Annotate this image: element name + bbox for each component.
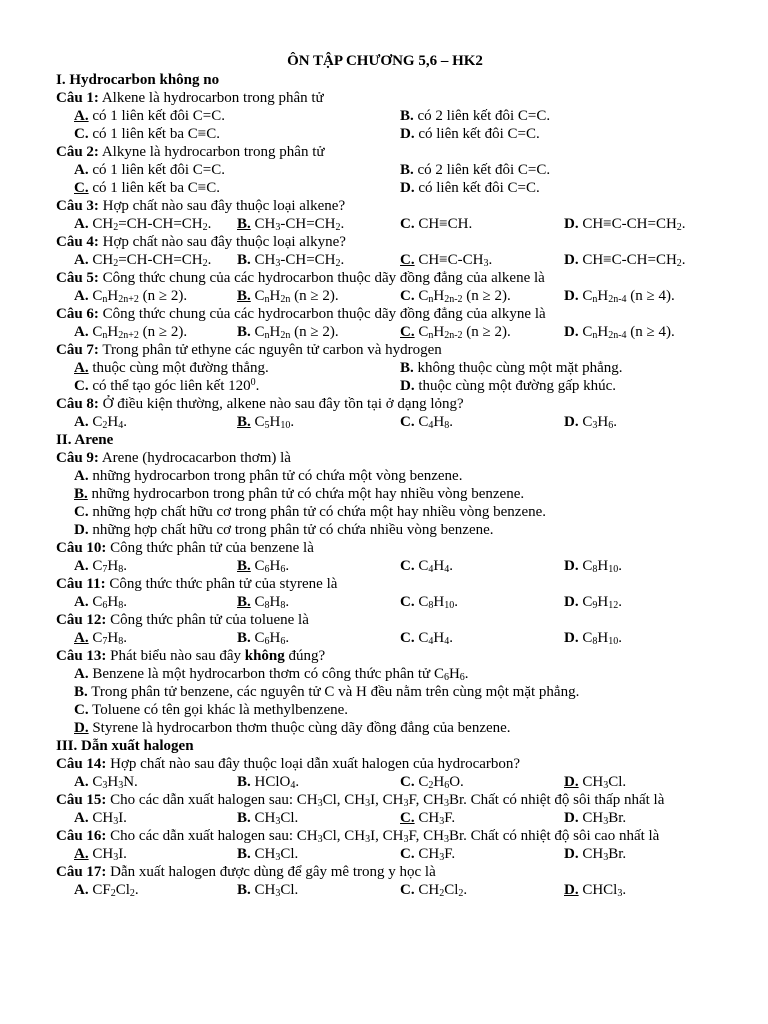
answer-option bbox=[237, 215, 344, 233]
options-line bbox=[56, 701, 714, 719]
answer-option bbox=[400, 359, 622, 377]
option-label: A. bbox=[74, 558, 89, 574]
options-line bbox=[56, 719, 714, 737]
question-text: Câu 10: Công thức phân tử của benzene là bbox=[56, 540, 314, 556]
option-text: CHCl$_3$. bbox=[578, 882, 627, 899]
option-text: có 2 liên kết đôi C=C. bbox=[413, 162, 551, 178]
option-text: $C_6H_6$. bbox=[250, 558, 290, 575]
answer-option bbox=[74, 522, 494, 538]
option-label: C. bbox=[400, 594, 415, 610]
option-text: có thể tạo góc liên kết $120^0$. bbox=[88, 377, 260, 394]
option-text: Styrene là hydrocarbon thơm thuộc cùng dãy đồng đẳng của benzene. bbox=[88, 720, 511, 736]
option-label: C. bbox=[400, 810, 415, 826]
question-text: Câu 5: Công thức chung của các hydrocarbon thuộc dãy đồng đẳng của alkene là bbox=[56, 270, 545, 286]
option-label: D. bbox=[564, 216, 579, 232]
answer-option bbox=[74, 251, 211, 269]
option-text: $C_7H_8$. bbox=[88, 630, 127, 647]
option-label: C. bbox=[74, 378, 89, 394]
option-text: Toluene có tên gọi khác là methylbenzene. bbox=[88, 702, 349, 718]
answer-option bbox=[400, 809, 455, 827]
answer-option bbox=[564, 809, 626, 827]
answer-option bbox=[400, 557, 453, 575]
question-block bbox=[56, 647, 714, 737]
answer-option bbox=[74, 468, 462, 484]
option-text: có 2 liên kết đôi C=C. bbox=[413, 108, 551, 124]
options-line bbox=[56, 521, 714, 539]
option-text: CH≡CH. bbox=[414, 216, 473, 232]
answer-option bbox=[564, 557, 622, 575]
option-text: $C_4H_8$. bbox=[414, 414, 453, 431]
options-row bbox=[56, 593, 714, 611]
option-text: $C_nH_{2n-4}$ (n ≥ 4). bbox=[578, 288, 675, 305]
option-label: B. bbox=[74, 486, 88, 502]
option-text: $C_5H_{10}$. bbox=[250, 414, 295, 431]
question-number: Câu 3: bbox=[56, 198, 99, 214]
option-text: có 1 liên kết ba C≡C. bbox=[88, 126, 220, 142]
option-text: $C_nH_{2n}$ (n ≥ 2). bbox=[250, 324, 339, 341]
answer-option bbox=[400, 881, 467, 899]
question-block bbox=[56, 611, 714, 647]
question-text: Câu 3: Hợp chất nào sau đây thuộc loại alkene? bbox=[56, 198, 346, 214]
answer-option bbox=[564, 251, 686, 269]
option-label: D. bbox=[564, 594, 579, 610]
option-label: C. bbox=[400, 882, 415, 898]
question-number: Câu 17: bbox=[56, 864, 107, 880]
option-text: có 1 liên kết ba C≡C. bbox=[88, 180, 220, 196]
answer-option bbox=[74, 287, 187, 305]
option-text: $C_nH_{2n}$ (n ≥ 2). bbox=[250, 288, 339, 305]
option-text: $CH_3-CH=CH_2$. bbox=[250, 252, 345, 269]
answer-option bbox=[74, 809, 127, 827]
question-number: Câu 13: bbox=[56, 648, 107, 664]
option-text: $CH_3I$. bbox=[88, 810, 127, 827]
option-label: C. bbox=[74, 126, 89, 142]
option-text: $CH_2=CH-CH=CH_2$. bbox=[88, 216, 212, 233]
option-label: A. bbox=[74, 360, 89, 376]
section-heading: III. Dẫn xuất halogen bbox=[56, 738, 194, 754]
question-text: Câu 2: Alkyne là hydrocarbon trong phân tử bbox=[56, 144, 325, 160]
option-text: những hydrocarbon trong phân tử có chứa một vòng benzene. bbox=[88, 468, 463, 484]
option-label: B. bbox=[237, 846, 251, 862]
option-text: $CH_3-CH=CH_2$. bbox=[250, 216, 345, 233]
option-text: $C_2H_6O$. bbox=[414, 774, 464, 791]
options-line bbox=[56, 683, 714, 701]
answer-option bbox=[237, 593, 289, 611]
answer-option bbox=[400, 323, 511, 341]
option-label: A. bbox=[74, 594, 89, 610]
option-text: những hợp chất hữu cơ trong phân tử có chứa một hay nhiều vòng benzene. bbox=[88, 504, 547, 520]
option-text: $C_nH_{2n-2}$ (n ≥ 2). bbox=[414, 288, 511, 305]
answer-option bbox=[237, 881, 298, 899]
question-text: Câu 12: Công thức phân tử của toluene là bbox=[56, 612, 309, 628]
option-label: A. bbox=[74, 882, 89, 898]
option-text: $CH_3Cl$. bbox=[250, 882, 299, 899]
option-label: B. bbox=[237, 414, 251, 430]
question-block bbox=[56, 233, 714, 269]
option-label: D. bbox=[564, 252, 579, 268]
answer-option bbox=[74, 107, 225, 125]
answer-option bbox=[237, 323, 339, 341]
answer-option bbox=[74, 215, 211, 233]
answer-option bbox=[74, 629, 127, 647]
answer-option bbox=[564, 845, 626, 863]
option-text: $C_nH_{2n-2}$ (n ≥ 2). bbox=[414, 324, 511, 341]
question-number: Câu 7: bbox=[56, 342, 99, 358]
answer-option bbox=[237, 251, 344, 269]
option-text: $C_8H_{10}$. bbox=[414, 594, 458, 611]
option-label: C. bbox=[400, 216, 415, 232]
answer-option bbox=[400, 629, 453, 647]
answer-option bbox=[400, 215, 472, 233]
answer-option bbox=[74, 413, 127, 431]
question-block bbox=[56, 305, 714, 341]
option-label: A. bbox=[74, 288, 89, 304]
option-label: A. bbox=[74, 810, 89, 826]
question-block bbox=[56, 143, 714, 197]
question-text: Câu 6: Công thức chung của các hydrocarbon thuộc dãy đồng đẳng của alkyne là bbox=[56, 306, 546, 322]
option-text: những hydrocarbon trong phân tử có chứa một hay nhiều vòng benzene. bbox=[87, 486, 525, 502]
option-text: $CH_3Cl$. bbox=[250, 810, 299, 827]
option-text: $C_2H_4$. bbox=[88, 414, 127, 431]
option-label: D. bbox=[564, 414, 579, 430]
question-block bbox=[56, 863, 714, 899]
options-line bbox=[56, 485, 714, 503]
answer-option bbox=[74, 504, 546, 520]
question-text: Câu 9: Arene (hydrocacarbon thơm) là bbox=[56, 450, 291, 466]
question-number: Câu 1: bbox=[56, 90, 99, 106]
option-label: B. bbox=[237, 558, 251, 574]
answer-option bbox=[237, 773, 299, 791]
option-label: C. bbox=[400, 846, 415, 862]
question-block bbox=[56, 395, 714, 431]
option-text: có 1 liên kết đôi C=C. bbox=[88, 108, 225, 124]
options-line bbox=[56, 467, 714, 485]
option-text: $C_3H_6$. bbox=[578, 414, 617, 431]
option-text: thuộc cùng một đường thẳng. bbox=[88, 360, 269, 376]
question-block bbox=[56, 755, 714, 791]
option-label: B. bbox=[237, 288, 251, 304]
option-text: $C_7H_8$. bbox=[88, 558, 127, 575]
option-text: $CH_3Cl$. bbox=[578, 774, 627, 791]
option-text: $CH_3I$. bbox=[88, 846, 127, 863]
options-row bbox=[56, 413, 714, 431]
answer-option bbox=[74, 377, 259, 395]
question-list bbox=[56, 71, 714, 899]
answer-option bbox=[400, 593, 458, 611]
option-text: $C_4H_4$. bbox=[414, 630, 453, 647]
option-label: A. bbox=[74, 846, 89, 862]
option-text: $CH_3F$. bbox=[414, 810, 456, 827]
answer-option bbox=[400, 773, 464, 791]
question-text: Câu 14: Hợp chất nào sau đây thuộc loại dẫn xuất halogen của hydrocarbon? bbox=[56, 756, 521, 772]
page-title: ÔN TẬP CHƯƠNG 5,6 – HK2 bbox=[287, 53, 483, 69]
answer-option bbox=[400, 251, 492, 269]
answer-option bbox=[237, 413, 294, 431]
option-text: có liên kết đôi C=C. bbox=[414, 180, 540, 196]
option-text: $CH\equiv C-CH=CH_2$. bbox=[578, 252, 686, 269]
option-text: $C_6H_6$. bbox=[250, 630, 290, 647]
options-row bbox=[56, 557, 714, 575]
question-block bbox=[56, 827, 714, 863]
question-number: Câu 11: bbox=[56, 576, 106, 592]
option-label: B. bbox=[237, 774, 251, 790]
question-block bbox=[56, 791, 714, 827]
option-text: $CH_3Br$. bbox=[578, 846, 627, 863]
answer-option bbox=[564, 287, 675, 305]
options-row bbox=[56, 161, 714, 179]
option-label: D. bbox=[564, 288, 579, 304]
question-number: Câu 9: bbox=[56, 450, 99, 466]
option-text: có liên kết đôi C=C. bbox=[414, 126, 540, 142]
option-label: A. bbox=[74, 414, 89, 430]
option-label: D. bbox=[564, 630, 579, 646]
option-label: C. bbox=[74, 504, 89, 520]
options-line bbox=[56, 665, 714, 683]
option-label: C. bbox=[74, 180, 89, 196]
option-label: A. bbox=[74, 630, 89, 646]
options-row bbox=[56, 773, 714, 791]
question-block bbox=[56, 449, 714, 539]
answer-option bbox=[564, 413, 617, 431]
answer-option bbox=[237, 287, 339, 305]
option-label: B. bbox=[237, 252, 251, 268]
question-number: Câu 12: bbox=[56, 612, 107, 628]
section-heading: I. Hydrocarbon không no bbox=[56, 72, 220, 88]
answer-option bbox=[74, 125, 220, 143]
answer-option bbox=[237, 557, 289, 575]
option-label: B. bbox=[237, 324, 251, 340]
options-row bbox=[56, 323, 714, 341]
option-label: C. bbox=[400, 558, 415, 574]
option-text: Benzene là một hydrocarbon thơm có công thức phân tử $C_6H_6$. bbox=[88, 666, 469, 683]
question-text: Câu 1: Alkene là hydrocarbon trong phân tử bbox=[56, 90, 324, 106]
option-text: $C_4H_4$. bbox=[414, 558, 453, 575]
option-label: B. bbox=[400, 360, 414, 376]
answer-option bbox=[564, 323, 675, 341]
question-number: Câu 5: bbox=[56, 270, 99, 286]
option-label: A. bbox=[74, 774, 89, 790]
options-line bbox=[56, 503, 714, 521]
option-label: D. bbox=[564, 810, 579, 826]
answer-option bbox=[400, 179, 540, 197]
option-label: C. bbox=[400, 252, 415, 268]
option-label: D. bbox=[400, 378, 415, 394]
section-heading: II. Arene bbox=[56, 432, 114, 448]
question-block bbox=[56, 575, 714, 611]
option-text: $C_8H_{10}$. bbox=[578, 558, 622, 575]
option-label: B. bbox=[74, 684, 88, 700]
option-text: Trong phân tử benzene, các nguyên tử C và H đều nằm trên cùng một mặt phẳng. bbox=[87, 684, 580, 700]
answer-option bbox=[74, 593, 127, 611]
answer-option bbox=[74, 773, 138, 791]
answer-option bbox=[74, 359, 269, 377]
option-label: D. bbox=[74, 522, 89, 538]
options-row bbox=[56, 107, 714, 125]
option-label: A. bbox=[74, 252, 89, 268]
option-text: $CH_3Br$. bbox=[578, 810, 627, 827]
option-text: $C_8H_{10}$. bbox=[578, 630, 622, 647]
option-text: $C_6H_8$. bbox=[88, 594, 127, 611]
answer-option bbox=[400, 107, 550, 125]
option-label: B. bbox=[400, 108, 414, 124]
options-row bbox=[56, 215, 714, 233]
option-text: có 1 liên kết đôi C=C. bbox=[88, 162, 225, 178]
answer-option bbox=[74, 557, 127, 575]
question-number: Câu 10: bbox=[56, 540, 107, 556]
option-text: $C_9H_{12}$. bbox=[578, 594, 622, 611]
option-label: B. bbox=[237, 630, 251, 646]
option-label: B. bbox=[237, 810, 251, 826]
answer-option bbox=[74, 161, 225, 179]
answer-option bbox=[400, 845, 455, 863]
question-number: Câu 16: bbox=[56, 828, 107, 844]
option-text: $CH_2=CH-CH=CH_2$. bbox=[88, 252, 212, 269]
option-text: $CH_3Cl$. bbox=[250, 846, 299, 863]
question-text: Câu 17: Dẫn xuất halogen được dùng để gây mê trong y học là bbox=[56, 864, 436, 880]
option-label: D. bbox=[400, 180, 415, 196]
option-text: $C_nH_{2n-4}$ (n ≥ 4). bbox=[578, 324, 675, 341]
answer-option bbox=[400, 287, 511, 305]
answer-option bbox=[237, 809, 298, 827]
option-label: A. bbox=[74, 108, 89, 124]
options-row bbox=[56, 179, 714, 197]
answer-option bbox=[400, 161, 550, 179]
question-number: Câu 2: bbox=[56, 144, 99, 160]
option-label: C. bbox=[400, 288, 415, 304]
answer-option bbox=[74, 720, 511, 736]
option-label: B. bbox=[400, 162, 414, 178]
answer-option bbox=[74, 179, 220, 197]
options-row bbox=[56, 377, 714, 395]
options-row bbox=[56, 629, 714, 647]
answer-option bbox=[74, 702, 348, 718]
document-page bbox=[56, 51, 714, 899]
answer-option bbox=[74, 486, 524, 502]
answer-option bbox=[237, 629, 289, 647]
answer-option bbox=[564, 629, 622, 647]
answer-option bbox=[237, 845, 298, 863]
option-label: A. bbox=[74, 162, 89, 178]
option-text: $CH_2Cl_2$. bbox=[414, 882, 468, 899]
question-text: Câu 4: Hợp chất nào sau đây thuộc loại alkyne? bbox=[56, 234, 346, 250]
option-label: B. bbox=[237, 882, 251, 898]
option-label: C. bbox=[400, 774, 415, 790]
option-text: $CH\equiv C-CH_3$. bbox=[414, 252, 493, 269]
answer-option bbox=[400, 377, 616, 395]
answer-option bbox=[74, 881, 139, 899]
options-row bbox=[56, 251, 714, 269]
question-text: Câu 13: Phát biểu nào sau đây không đúng? bbox=[56, 648, 326, 664]
question-text: Câu 11: Công thức thức phân tử của styrene là bbox=[56, 576, 338, 592]
question-text: Câu 8: Ở điều kiện thường, alkene nào sau đây tồn tại ở dạng lỏng? bbox=[56, 396, 464, 412]
answer-option bbox=[564, 773, 626, 791]
option-text: $C_nH_{2n+2}$ (n ≥ 2). bbox=[88, 324, 188, 341]
option-label: C. bbox=[400, 324, 415, 340]
option-label: B. bbox=[237, 594, 251, 610]
option-label: D. bbox=[400, 126, 415, 142]
options-row bbox=[56, 881, 714, 899]
option-label: A. bbox=[74, 666, 89, 682]
question-number: Câu 4: bbox=[56, 234, 99, 250]
question-block bbox=[56, 341, 714, 395]
option-text: $C_3H_3N$. bbox=[88, 774, 138, 791]
option-text: HClO$_4$. bbox=[250, 774, 300, 791]
answer-option bbox=[74, 845, 127, 863]
option-text: $C_nH_{2n+2}$ (n ≥ 2). bbox=[88, 288, 188, 305]
option-label: C. bbox=[74, 702, 89, 718]
option-text: $C_8H_8$. bbox=[250, 594, 290, 611]
option-label: B. bbox=[237, 216, 251, 232]
question-text: Câu 7: Trong phân tử ethyne các nguyên tử carbon và hydrogen bbox=[56, 342, 442, 358]
option-label: D. bbox=[564, 882, 579, 898]
answer-option bbox=[74, 684, 579, 700]
option-label: C. bbox=[400, 414, 415, 430]
option-text: $CH_3F$. bbox=[414, 846, 456, 863]
option-label: D. bbox=[74, 720, 89, 736]
answer-option bbox=[564, 215, 686, 233]
question-block bbox=[56, 197, 714, 233]
option-text: $CF_2Cl_2$. bbox=[88, 882, 139, 899]
option-label: D. bbox=[564, 846, 579, 862]
option-text: không thuộc cùng một mặt phẳng. bbox=[413, 360, 623, 376]
options-row bbox=[56, 809, 714, 827]
answer-option bbox=[74, 323, 187, 341]
option-label: D. bbox=[564, 774, 579, 790]
question-text: Câu 15: Cho các dẫn xuất halogen sau: $CH_3Cl$, $CH_3I$, $CH_3F$, $CH_3Br$. Chất có nhiệt độ sôi thấp nhất là bbox=[56, 792, 665, 809]
option-text: thuộc cùng một đường gấp khúc. bbox=[414, 378, 617, 394]
option-label: C. bbox=[400, 630, 415, 646]
answer-option bbox=[400, 413, 453, 431]
option-label: A. bbox=[74, 468, 89, 484]
answer-option bbox=[400, 125, 540, 143]
question-block bbox=[56, 89, 714, 143]
answer-option bbox=[564, 593, 622, 611]
option-text: những hợp chất hữu cơ trong phân tử có chứa nhiều vòng benzene. bbox=[88, 522, 494, 538]
question-block bbox=[56, 269, 714, 305]
options-row bbox=[56, 125, 714, 143]
option-label: D. bbox=[564, 558, 579, 574]
answer-option bbox=[74, 666, 469, 682]
answer-option bbox=[564, 881, 626, 899]
question-number: Câu 14: bbox=[56, 756, 107, 772]
option-text: $CH\equiv C-CH=CH_2$. bbox=[578, 216, 686, 233]
options-row bbox=[56, 845, 714, 863]
option-label: A. bbox=[74, 324, 89, 340]
options-row bbox=[56, 359, 714, 377]
options-row bbox=[56, 287, 714, 305]
question-block bbox=[56, 539, 714, 575]
option-label: A. bbox=[74, 216, 89, 232]
option-label: D. bbox=[564, 324, 579, 340]
question-text: Câu 16: Cho các dẫn xuất halogen sau: $CH_3Cl$, $CH_3I$, $CH_3F$, $CH_3Br$. Chất có nhiệt độ sôi cao nhất là bbox=[56, 828, 660, 845]
question-number: Câu 8: bbox=[56, 396, 99, 412]
question-number: Câu 15: bbox=[56, 792, 107, 808]
question-number: Câu 6: bbox=[56, 306, 99, 322]
